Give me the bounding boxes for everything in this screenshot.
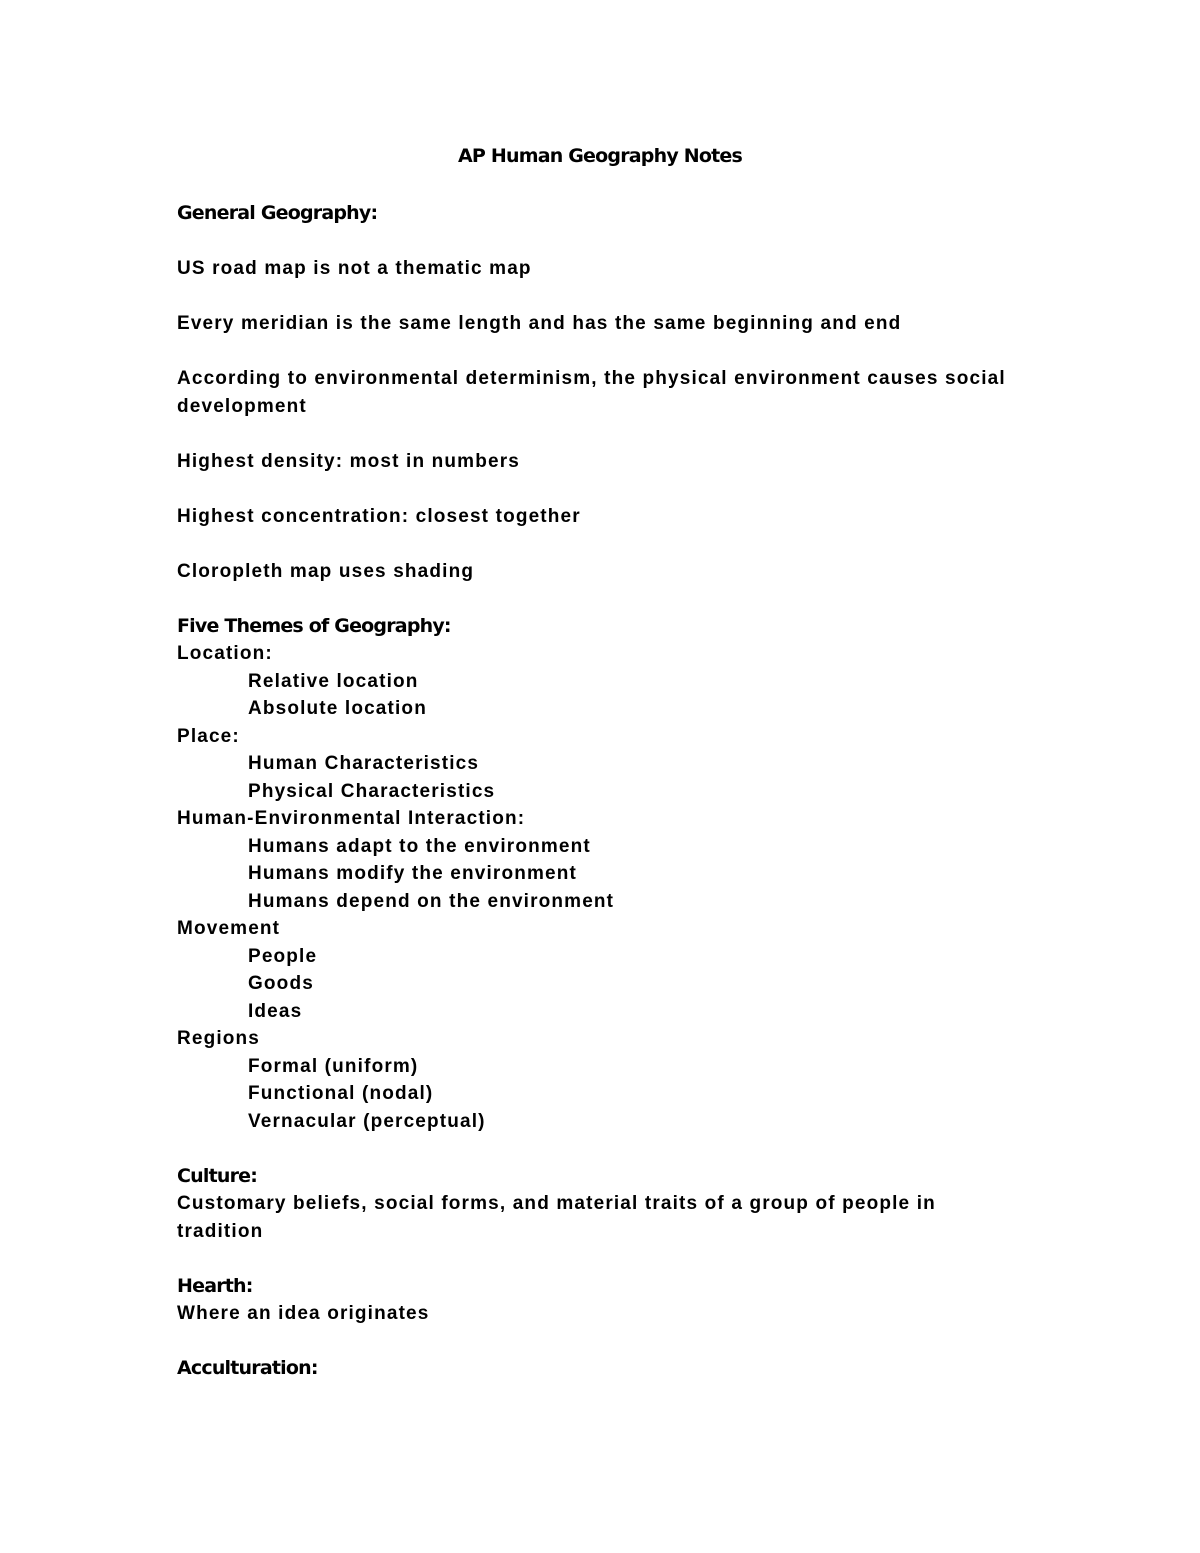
theme-item: Humans modify the environment xyxy=(248,863,577,884)
theme-items xyxy=(177,833,1007,916)
theme-item: Functional (nodal) xyxy=(248,1083,434,1104)
hearth-heading: Hearth: xyxy=(177,1274,253,1297)
general-geography-section xyxy=(177,200,1007,613)
document-title: AP Human Geography Notes xyxy=(458,145,742,167)
theme-items xyxy=(177,668,1007,723)
theme-item: People xyxy=(248,945,318,967)
theme-items xyxy=(177,1053,1007,1136)
theme-item: Relative location xyxy=(248,670,419,692)
note-highest-concentration: Highest concentration: closest together xyxy=(177,505,581,527)
note-meridian: Every meridian is the same length and has the same beginning and end xyxy=(177,313,902,334)
theme-human-environmental-interaction xyxy=(177,805,1007,915)
theme-item: Physical Characteristics xyxy=(248,780,496,802)
general-geography-heading: General Geography: xyxy=(177,202,378,224)
acculturation-heading: Acculturation: xyxy=(177,1357,318,1379)
theme-items xyxy=(177,943,1007,1026)
theme-item: Formal (uniform) xyxy=(248,1055,419,1077)
theme-location xyxy=(177,640,1007,723)
document-body xyxy=(177,200,1007,1383)
theme-items xyxy=(177,750,1007,805)
theme-item: Vernacular (perceptual) xyxy=(248,1110,486,1132)
culture-heading: Culture: xyxy=(177,1164,258,1187)
theme-item: Humans depend on the environment xyxy=(248,890,615,912)
theme-place xyxy=(177,723,1007,806)
note-cloropleth-map: Cloropleth map uses shading xyxy=(177,560,475,582)
note-highest-density: Highest density: most in numbers xyxy=(177,450,520,472)
acculturation-section xyxy=(177,1355,1007,1383)
culture-definition: Customary beliefs, social forms, and material traits of a group of people in tradition xyxy=(177,1193,936,1242)
theme-item: Human Characteristics xyxy=(248,753,480,774)
theme-label: Movement xyxy=(177,918,281,939)
hearth-definition: Where an idea originates xyxy=(177,1303,430,1324)
theme-item: Absolute location xyxy=(248,698,427,719)
theme-item: Humans adapt to the environment xyxy=(248,835,591,857)
theme-label: Human-Environmental Interaction: xyxy=(177,808,526,829)
five-themes-section xyxy=(177,613,1007,1163)
five-themes-heading: Five Themes of Geography: xyxy=(177,614,451,637)
theme-label: Regions xyxy=(177,1028,261,1049)
hearth-section xyxy=(177,1273,1007,1356)
culture-section xyxy=(177,1163,1007,1273)
note-thematic-map: US road map is not a thematic map xyxy=(177,258,532,279)
theme-item: Goods xyxy=(248,973,314,994)
theme-regions xyxy=(177,1025,1007,1135)
theme-label: Place: xyxy=(177,725,240,747)
theme-label: Location: xyxy=(177,643,273,664)
note-environmental-determinism: According to environmental determinism, the physical environment causes social development xyxy=(177,368,1006,417)
theme-movement xyxy=(177,915,1007,1025)
theme-item: Ideas xyxy=(248,1000,303,1022)
